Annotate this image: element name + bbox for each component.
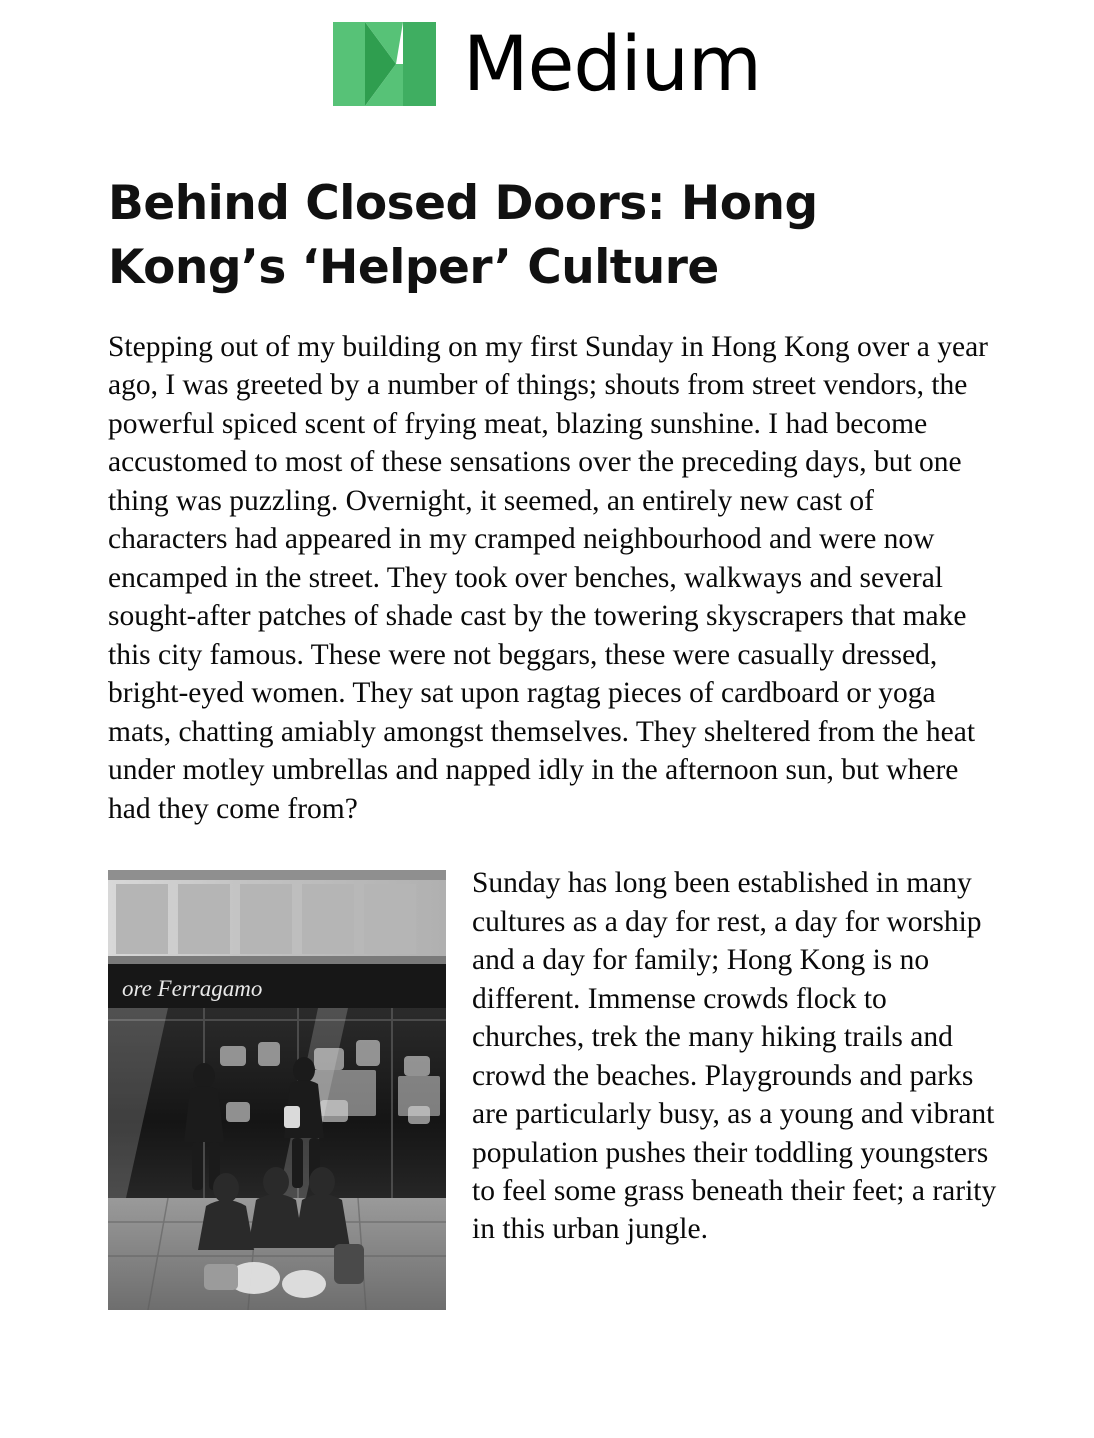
article-body (0, 172, 1094, 1249)
figure-and-text-block (108, 864, 998, 1249)
medium-wordmark: Medium (463, 19, 761, 108)
lead-paragraph: Stepping out of my building on my first Sunday in Hong Kong over a year ago, I was greeted by a number of things; shouts from street vendors, the powerful spiced scent of frying meat, blazing sunshine. I had become accustomed to most of these sensations over the preceding days, but one thing was puzzling. Overnight, it seemed, an entirely new cast of characters had appeared in my cramped neighbourhood and were now encamped in the street. They took over benches, walkways and several sought-after patches of shade cast by the towering skyscrapers that make this city famous. These were not beggars, these were casually dressed, bright-eyed women. They sat upon ragtag pieces of cardboard or yoga mats, chatting amiably amongst themselves. They sheltered from the heat under motley umbrellas and napped idly in the afternoon sun, but where had they come from? (108, 330, 988, 825)
svg-text:ore Ferragamo: ore Ferragamo (122, 976, 263, 1002)
site-masthead (0, 0, 1094, 110)
page-title: Behind Closed Doors: Hong Kong’s ‘Helper’ Culture (108, 176, 818, 295)
medium-logo-icon[interactable] (333, 18, 437, 110)
street-photo-black-and-white (108, 870, 446, 1310)
second-paragraph: Sunday has long been established in many cultures as a day for rest, a day for worship and a day for family; Hong Kong is no different. Immense crowds flock to churches, trek the many hiking trails and crowd the beaches. Playgrounds and parks are particularly busy, as a young and vibrant population pushes their toddling youngsters to feel some grass beneath their feet; a rarity in this urban jungle. (472, 867, 997, 1246)
